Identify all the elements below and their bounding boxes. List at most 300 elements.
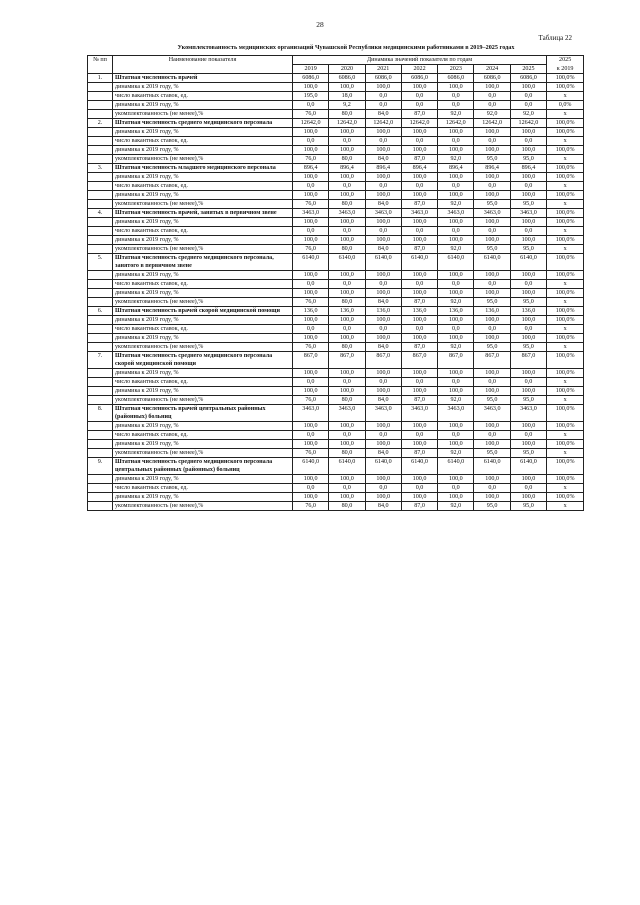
row-number: 7. bbox=[88, 352, 113, 369]
value-cell: 76,0 bbox=[293, 396, 329, 405]
ratio-cell: 100,0% bbox=[547, 236, 584, 245]
table-row bbox=[88, 475, 584, 484]
ratio-cell: x bbox=[547, 343, 584, 352]
table-row bbox=[88, 449, 584, 458]
sub-indicator-name: динамика к 2019 году, % bbox=[113, 128, 293, 137]
value-cell: 0,0 bbox=[474, 182, 510, 191]
empty-num-cell bbox=[88, 298, 113, 307]
value-cell: 136,0 bbox=[438, 307, 474, 316]
sub-indicator-name: число вакантных ставок, ед. bbox=[113, 378, 293, 387]
value-cell: 3463,0 bbox=[293, 209, 329, 218]
value-cell: 100,0 bbox=[293, 422, 329, 431]
ratio-cell: 0,0% bbox=[547, 101, 584, 110]
header-year: 2024 bbox=[474, 65, 510, 74]
empty-num-cell bbox=[88, 271, 113, 280]
empty-num-cell bbox=[88, 200, 113, 209]
value-cell: 0,0 bbox=[510, 182, 546, 191]
value-cell: 92,0 bbox=[510, 110, 546, 119]
value-cell: 195,0 bbox=[293, 92, 329, 101]
value-cell: 100,0 bbox=[293, 387, 329, 396]
value-cell: 100,0 bbox=[365, 173, 401, 182]
value-cell: 100,0 bbox=[474, 369, 510, 378]
table-row bbox=[88, 146, 584, 155]
sub-indicator-name: динамика к 2019 году, % bbox=[113, 316, 293, 325]
value-cell: 100,0 bbox=[474, 289, 510, 298]
value-cell: 84,0 bbox=[365, 502, 401, 511]
value-cell: 867,0 bbox=[293, 352, 329, 369]
empty-num-cell bbox=[88, 146, 113, 155]
empty-num-cell bbox=[88, 128, 113, 137]
value-cell: 80,0 bbox=[329, 502, 365, 511]
value-cell: 100,0 bbox=[329, 493, 365, 502]
row-number: 1. bbox=[88, 74, 113, 83]
table-title: Укомплектованность медицинских организаций Чувашской Республики медицинскими работниками в 2019–2025 годах bbox=[177, 44, 515, 51]
value-cell: 6140,0 bbox=[438, 458, 474, 475]
value-cell: 100,0 bbox=[510, 146, 546, 155]
sub-indicator-name: динамика к 2019 году, % bbox=[113, 289, 293, 298]
table-row bbox=[88, 236, 584, 245]
empty-num-cell bbox=[88, 316, 113, 325]
table-row bbox=[88, 92, 584, 101]
value-cell: 76,0 bbox=[293, 502, 329, 511]
value-cell: 0,0 bbox=[401, 92, 437, 101]
empty-num-cell bbox=[88, 378, 113, 387]
value-cell: 100,0 bbox=[438, 218, 474, 227]
value-cell: 867,0 bbox=[510, 352, 546, 369]
value-cell: 84,0 bbox=[365, 449, 401, 458]
value-cell: 0,0 bbox=[401, 484, 437, 493]
value-cell: 95,0 bbox=[474, 396, 510, 405]
table-row bbox=[88, 280, 584, 289]
empty-num-cell bbox=[88, 449, 113, 458]
value-cell: 0,0 bbox=[510, 227, 546, 236]
value-cell: 100,0 bbox=[510, 271, 546, 280]
value-cell: 0,0 bbox=[438, 431, 474, 440]
value-cell: 100,0 bbox=[365, 475, 401, 484]
value-cell: 12642,0 bbox=[401, 119, 437, 128]
value-cell: 100,0 bbox=[329, 173, 365, 182]
empty-num-cell bbox=[88, 182, 113, 191]
header-num: № пп bbox=[88, 56, 113, 74]
value-cell: 6140,0 bbox=[401, 254, 437, 271]
value-cell: 0,0 bbox=[329, 431, 365, 440]
value-cell: 6140,0 bbox=[329, 254, 365, 271]
ratio-cell: 100,0% bbox=[547, 218, 584, 227]
value-cell: 0,0 bbox=[293, 227, 329, 236]
value-cell: 100,0 bbox=[474, 440, 510, 449]
value-cell: 80,0 bbox=[329, 245, 365, 254]
value-cell: 136,0 bbox=[293, 307, 329, 316]
value-cell: 95,0 bbox=[474, 449, 510, 458]
value-cell: 0,0 bbox=[510, 137, 546, 146]
indicator-name: Штатная численность врачей центральных районных (районных) больниц bbox=[113, 405, 293, 422]
empty-num-cell bbox=[88, 440, 113, 449]
header-ratio-bottom: к 2019 bbox=[547, 65, 584, 74]
value-cell: 867,0 bbox=[329, 352, 365, 369]
sub-indicator-name: динамика к 2019 году, % bbox=[113, 236, 293, 245]
sub-indicator-name: динамика к 2019 году, % bbox=[113, 146, 293, 155]
value-cell: 100,0 bbox=[474, 191, 510, 200]
value-cell: 0,0 bbox=[438, 92, 474, 101]
value-cell: 867,0 bbox=[401, 352, 437, 369]
value-cell: 100,0 bbox=[293, 289, 329, 298]
value-cell: 100,0 bbox=[329, 146, 365, 155]
value-cell: 0,0 bbox=[365, 280, 401, 289]
empty-num-cell bbox=[88, 334, 113, 343]
value-cell: 84,0 bbox=[365, 396, 401, 405]
value-cell: 100,0 bbox=[510, 128, 546, 137]
value-cell: 0,0 bbox=[474, 227, 510, 236]
value-cell: 0,0 bbox=[438, 101, 474, 110]
value-cell: 6140,0 bbox=[510, 458, 546, 475]
value-cell: 100,0 bbox=[329, 191, 365, 200]
value-cell: 0,0 bbox=[438, 280, 474, 289]
ratio-cell: x bbox=[547, 200, 584, 209]
value-cell: 87,0 bbox=[401, 343, 437, 352]
value-cell: 92,0 bbox=[438, 502, 474, 511]
sub-indicator-name: число вакантных ставок, ед. bbox=[113, 92, 293, 101]
indicator-name: Штатная численность среднего медицинского персонала, занятого в первичном звене bbox=[113, 254, 293, 271]
value-cell: 0,0 bbox=[365, 484, 401, 493]
value-cell: 6140,0 bbox=[365, 458, 401, 475]
value-cell: 0,0 bbox=[293, 182, 329, 191]
value-cell: 12642,0 bbox=[438, 119, 474, 128]
value-cell: 95,0 bbox=[474, 343, 510, 352]
value-cell: 6086,0 bbox=[293, 74, 329, 83]
value-cell: 6140,0 bbox=[293, 254, 329, 271]
value-cell: 136,0 bbox=[401, 307, 437, 316]
value-cell: 80,0 bbox=[329, 396, 365, 405]
value-cell: 80,0 bbox=[329, 343, 365, 352]
value-cell: 3463,0 bbox=[474, 405, 510, 422]
value-cell: 6086,0 bbox=[401, 74, 437, 83]
value-cell: 100,0 bbox=[510, 475, 546, 484]
value-cell: 100,0 bbox=[329, 387, 365, 396]
value-cell: 0,0 bbox=[510, 484, 546, 493]
value-cell: 76,0 bbox=[293, 449, 329, 458]
value-cell: 0,0 bbox=[401, 101, 437, 110]
value-cell: 0,0 bbox=[293, 431, 329, 440]
value-cell: 100,0 bbox=[474, 271, 510, 280]
value-cell: 867,0 bbox=[438, 352, 474, 369]
empty-num-cell bbox=[88, 289, 113, 298]
value-cell: 100,0 bbox=[329, 236, 365, 245]
row-number: 9. bbox=[88, 458, 113, 475]
value-cell: 896,4 bbox=[365, 164, 401, 173]
indicator-name: Штатная численность врачей скорой медицинской помощи bbox=[113, 307, 293, 316]
value-cell: 92,0 bbox=[438, 200, 474, 209]
value-cell: 87,0 bbox=[401, 396, 437, 405]
value-cell: 100,0 bbox=[401, 191, 437, 200]
value-cell: 0,0 bbox=[510, 92, 546, 101]
value-cell: 3463,0 bbox=[329, 405, 365, 422]
value-cell: 100,0 bbox=[438, 387, 474, 396]
value-cell: 100,0 bbox=[365, 271, 401, 280]
value-cell: 6140,0 bbox=[329, 458, 365, 475]
value-cell: 100,0 bbox=[293, 218, 329, 227]
value-cell: 100,0 bbox=[365, 440, 401, 449]
empty-num-cell bbox=[88, 493, 113, 502]
value-cell: 0,0 bbox=[474, 92, 510, 101]
value-cell: 100,0 bbox=[401, 128, 437, 137]
value-cell: 95,0 bbox=[510, 245, 546, 254]
ratio-cell: 100,0% bbox=[547, 369, 584, 378]
row-number: 4. bbox=[88, 209, 113, 218]
value-cell: 80,0 bbox=[329, 449, 365, 458]
table-row bbox=[88, 218, 584, 227]
sub-indicator-name: число вакантных ставок, ед. bbox=[113, 280, 293, 289]
value-cell: 100,0 bbox=[510, 218, 546, 227]
sub-indicator-name: укомплектованность (не менее),% bbox=[113, 110, 293, 119]
value-cell: 0,0 bbox=[365, 431, 401, 440]
value-cell: 6086,0 bbox=[510, 74, 546, 83]
table-body bbox=[88, 74, 584, 511]
value-cell: 0,0 bbox=[474, 101, 510, 110]
sub-indicator-name: число вакантных ставок, ед. bbox=[113, 137, 293, 146]
value-cell: 867,0 bbox=[474, 352, 510, 369]
value-cell: 92,0 bbox=[438, 245, 474, 254]
value-cell: 0,0 bbox=[365, 92, 401, 101]
empty-num-cell bbox=[88, 431, 113, 440]
value-cell: 100,0 bbox=[329, 475, 365, 484]
value-cell: 76,0 bbox=[293, 110, 329, 119]
table-row bbox=[88, 325, 584, 334]
indicator-name: Штатная численность среднего медицинского персонала bbox=[113, 119, 293, 128]
empty-num-cell bbox=[88, 502, 113, 511]
value-cell: 896,4 bbox=[510, 164, 546, 173]
value-cell: 100,0 bbox=[438, 236, 474, 245]
value-cell: 9,2 bbox=[329, 101, 365, 110]
value-cell: 0,0 bbox=[438, 325, 474, 334]
ratio-cell: 100,0% bbox=[547, 191, 584, 200]
table-row bbox=[88, 334, 584, 343]
value-cell: 6086,0 bbox=[438, 74, 474, 83]
value-cell: 100,0 bbox=[510, 369, 546, 378]
value-cell: 6086,0 bbox=[329, 74, 365, 83]
sub-indicator-name: укомплектованность (не менее),% bbox=[113, 155, 293, 164]
value-cell: 87,0 bbox=[401, 502, 437, 511]
value-cell: 6140,0 bbox=[401, 458, 437, 475]
value-cell: 100,0 bbox=[474, 146, 510, 155]
value-cell: 0,0 bbox=[438, 227, 474, 236]
value-cell: 100,0 bbox=[474, 493, 510, 502]
value-cell: 76,0 bbox=[293, 245, 329, 254]
value-cell: 100,0 bbox=[474, 422, 510, 431]
value-cell: 100,0 bbox=[438, 440, 474, 449]
table-row bbox=[88, 396, 584, 405]
row-number: 8. bbox=[88, 405, 113, 422]
empty-num-cell bbox=[88, 227, 113, 236]
table-row bbox=[88, 200, 584, 209]
value-cell: 100,0 bbox=[438, 316, 474, 325]
value-cell: 80,0 bbox=[329, 155, 365, 164]
header-year: 2022 bbox=[401, 65, 437, 74]
value-cell: 0,0 bbox=[365, 182, 401, 191]
value-cell: 100,0 bbox=[293, 440, 329, 449]
value-cell: 0,0 bbox=[438, 484, 474, 493]
value-cell: 100,0 bbox=[438, 191, 474, 200]
value-cell: 0,0 bbox=[474, 137, 510, 146]
ratio-cell: x bbox=[547, 280, 584, 289]
ratio-cell: 100,0% bbox=[547, 146, 584, 155]
ratio-cell: x bbox=[547, 502, 584, 511]
value-cell: 136,0 bbox=[474, 307, 510, 316]
sub-indicator-name: число вакантных ставок, ед. bbox=[113, 227, 293, 236]
value-cell: 100,0 bbox=[365, 422, 401, 431]
value-cell: 95,0 bbox=[474, 200, 510, 209]
sub-indicator-name: динамика к 2019 году, % bbox=[113, 191, 293, 200]
value-cell: 84,0 bbox=[365, 155, 401, 164]
value-cell: 100,0 bbox=[474, 173, 510, 182]
value-cell: 95,0 bbox=[510, 298, 546, 307]
value-cell: 0,0 bbox=[329, 227, 365, 236]
header-row-1 bbox=[88, 56, 584, 65]
value-cell: 95,0 bbox=[510, 502, 546, 511]
value-cell: 92,0 bbox=[474, 110, 510, 119]
value-cell: 12642,0 bbox=[474, 119, 510, 128]
ratio-cell: x bbox=[547, 431, 584, 440]
value-cell: 0,0 bbox=[438, 182, 474, 191]
value-cell: 0,0 bbox=[365, 137, 401, 146]
sub-indicator-name: динамика к 2019 году, % bbox=[113, 369, 293, 378]
row-number: 6. bbox=[88, 307, 113, 316]
value-cell: 76,0 bbox=[293, 155, 329, 164]
value-cell: 84,0 bbox=[365, 200, 401, 209]
sub-indicator-name: динамика к 2019 году, % bbox=[113, 422, 293, 431]
value-cell: 92,0 bbox=[438, 298, 474, 307]
value-cell: 100,0 bbox=[510, 422, 546, 431]
table-row-group bbox=[88, 458, 584, 475]
empty-num-cell bbox=[88, 155, 113, 164]
row-number: 5. bbox=[88, 254, 113, 271]
empty-num-cell bbox=[88, 396, 113, 405]
ratio-cell: 100,0% bbox=[547, 128, 584, 137]
value-cell: 84,0 bbox=[365, 343, 401, 352]
value-cell: 12642,0 bbox=[329, 119, 365, 128]
ratio-cell: 100,0% bbox=[547, 307, 584, 316]
ratio-cell: x bbox=[547, 298, 584, 307]
value-cell: 136,0 bbox=[329, 307, 365, 316]
value-cell: 84,0 bbox=[365, 245, 401, 254]
ratio-cell: x bbox=[547, 245, 584, 254]
ratio-cell: x bbox=[547, 137, 584, 146]
value-cell: 84,0 bbox=[365, 110, 401, 119]
empty-num-cell bbox=[88, 484, 113, 493]
ratio-cell: x bbox=[547, 155, 584, 164]
value-cell: 95,0 bbox=[510, 449, 546, 458]
value-cell: 6086,0 bbox=[365, 74, 401, 83]
value-cell: 100,0 bbox=[365, 236, 401, 245]
value-cell: 6140,0 bbox=[474, 458, 510, 475]
ratio-cell: 100,0% bbox=[547, 440, 584, 449]
ratio-cell: 100,0% bbox=[547, 387, 584, 396]
table-row bbox=[88, 502, 584, 511]
table-row bbox=[88, 289, 584, 298]
empty-num-cell bbox=[88, 218, 113, 227]
value-cell: 896,4 bbox=[329, 164, 365, 173]
value-cell: 0,0 bbox=[401, 280, 437, 289]
value-cell: 100,0 bbox=[474, 236, 510, 245]
value-cell: 0,0 bbox=[329, 325, 365, 334]
value-cell: 100,0 bbox=[365, 316, 401, 325]
sub-indicator-name: число вакантных ставок, ед. bbox=[113, 431, 293, 440]
sub-indicator-name: динамика к 2019 году, % bbox=[113, 475, 293, 484]
table-row bbox=[88, 493, 584, 502]
value-cell: 0,0 bbox=[365, 101, 401, 110]
sub-indicator-name: число вакантных ставок, ед. bbox=[113, 325, 293, 334]
table-row bbox=[88, 369, 584, 378]
value-cell: 87,0 bbox=[401, 110, 437, 119]
table-row bbox=[88, 137, 584, 146]
row-number: 3. bbox=[88, 164, 113, 173]
value-cell: 100,0 bbox=[474, 128, 510, 137]
ratio-cell: x bbox=[547, 92, 584, 101]
value-cell: 0,0 bbox=[474, 378, 510, 387]
value-cell: 87,0 bbox=[401, 245, 437, 254]
ratio-cell: 100,0% bbox=[547, 119, 584, 128]
value-cell: 100,0 bbox=[474, 475, 510, 484]
value-cell: 3463,0 bbox=[329, 209, 365, 218]
table-row bbox=[88, 343, 584, 352]
ratio-cell: 100,0% bbox=[547, 316, 584, 325]
ratio-cell: 100,0% bbox=[547, 405, 584, 422]
value-cell: 95,0 bbox=[474, 502, 510, 511]
table-row bbox=[88, 245, 584, 254]
value-cell: 100,0 bbox=[329, 422, 365, 431]
value-cell: 100,0 bbox=[293, 83, 329, 92]
value-cell: 87,0 bbox=[401, 449, 437, 458]
ratio-cell: 100,0% bbox=[547, 475, 584, 484]
value-cell: 3463,0 bbox=[401, 405, 437, 422]
table-row-group bbox=[88, 307, 584, 316]
table-row bbox=[88, 173, 584, 182]
ratio-cell: 100,0% bbox=[547, 352, 584, 369]
value-cell: 100,0 bbox=[474, 218, 510, 227]
ratio-cell: 100,0% bbox=[547, 209, 584, 218]
value-cell: 100,0 bbox=[293, 236, 329, 245]
table-row-group bbox=[88, 352, 584, 369]
value-cell: 100,0 bbox=[365, 493, 401, 502]
value-cell: 0,0 bbox=[365, 227, 401, 236]
value-cell: 136,0 bbox=[365, 307, 401, 316]
table-row bbox=[88, 128, 584, 137]
value-cell: 0,0 bbox=[510, 280, 546, 289]
table-row bbox=[88, 316, 584, 325]
empty-num-cell bbox=[88, 325, 113, 334]
value-cell: 100,0 bbox=[510, 173, 546, 182]
value-cell: 100,0 bbox=[329, 440, 365, 449]
sub-indicator-name: динамика к 2019 году, % bbox=[113, 334, 293, 343]
value-cell: 0,0 bbox=[293, 101, 329, 110]
value-cell: 6140,0 bbox=[365, 254, 401, 271]
sub-indicator-name: число вакантных ставок, ед. bbox=[113, 182, 293, 191]
sub-indicator-name: динамика к 2019 году, % bbox=[113, 493, 293, 502]
value-cell: 100,0 bbox=[438, 334, 474, 343]
sub-indicator-name: укомплектованность (не менее),% bbox=[113, 502, 293, 511]
table-row bbox=[88, 298, 584, 307]
ratio-cell: 100,0% bbox=[547, 254, 584, 271]
value-cell: 100,0 bbox=[510, 83, 546, 92]
value-cell: 100,0 bbox=[329, 316, 365, 325]
value-cell: 92,0 bbox=[438, 110, 474, 119]
value-cell: 100,0 bbox=[329, 218, 365, 227]
table-row bbox=[88, 431, 584, 440]
value-cell: 100,0 bbox=[293, 316, 329, 325]
value-cell: 100,0 bbox=[401, 316, 437, 325]
sub-indicator-name: укомплектованность (не менее),% bbox=[113, 245, 293, 254]
sub-indicator-name: укомплектованность (не менее),% bbox=[113, 298, 293, 307]
ratio-cell: 100,0% bbox=[547, 164, 584, 173]
